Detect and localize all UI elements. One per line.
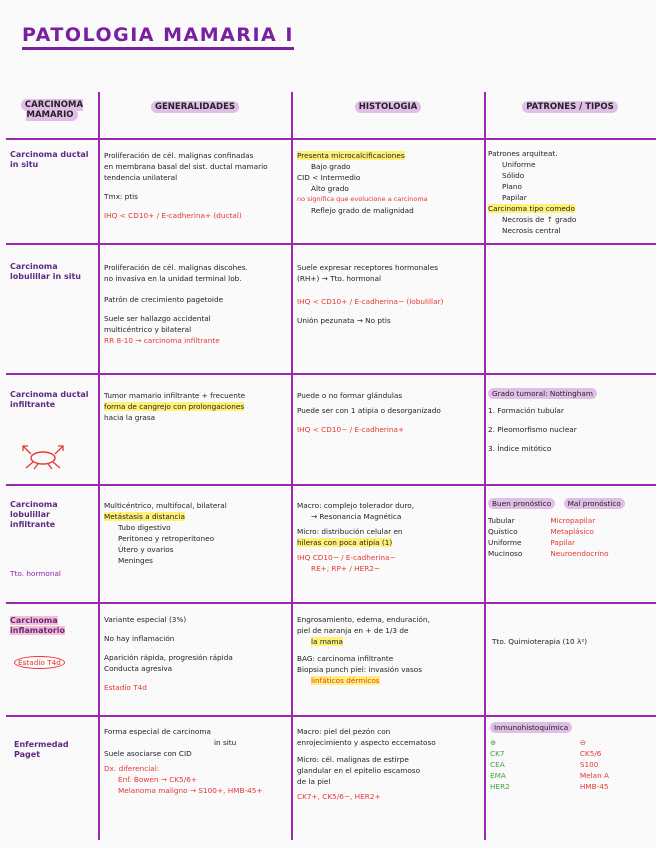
row-name-cli: Carcinoma lobulillar infiltrante [10, 500, 58, 529]
row-divider [6, 373, 656, 375]
cdis-histologia: Presenta microcalcificaciones Bajo grado CID < Intermedio Alto grado no significa que evolucione a carcinoma Reflejo grado de malignidad [297, 151, 428, 215]
cdi-histologia: Puede o no formar glándulas Puede ser con 1 atipia o desorganizado IHQ < CD10− / E-cadherina+ [297, 391, 441, 434]
inflamatorio-generalidades: Variante especial (3%) No hay inflamación Aparición rápida, progresión rápida Conducta agresiva Estadío T4d [104, 615, 233, 692]
row-name-cdis: Carcinoma ductal in situ [10, 150, 89, 169]
cdis-generalidades: Proliferación de cél. malignas confinadas en membrana basal del sist. ductal mamario tendencia unilateral Tmx: ptis IHQ < CD10+ / E-cadherina+ (ductal) [104, 151, 268, 220]
header-carcinoma: CARCINOMA MAMARIO [10, 100, 94, 120]
inflamatorio-histologia: Engrosamiento, edema, enduración, piel de naranja en + de 1/3 de la mama BAG: carcinoma infiltrante Biopsia punch piel: invasión vasos linfáticos dérmicos [297, 615, 430, 685]
row-divider [6, 138, 656, 140]
tto-hormonal-note: Tto. hormonal [10, 569, 61, 578]
crab-icon [18, 440, 68, 470]
cdi-generalidades: Tumor mamario infiltrante + frecuente forma de cangrejo con prolongaciones hacia la grasa [104, 391, 246, 422]
row-name-inflamatorio: Carcinoma inflamatorio [10, 616, 66, 635]
cli-tipos: Buen pronóstico Mal pronóstico Tubular Quístico Uniforme Mucinoso Micropapilar Metaplásico Papilar Neuroendocrino [488, 498, 625, 559]
header-histologia: HISTOLOGIA [293, 102, 483, 112]
row-divider [6, 243, 656, 245]
header-patrones: PATRONES / TIPOS [486, 102, 654, 112]
paget-histologia: Macro: piel del pezón con enrojecimiento y aspecto eccematoso Micro: cél. malignas de estirpe glandular en el epitelio escamoso de la piel CK7+, CK5/6−, HER2+ [297, 727, 436, 801]
clis-generalidades: Proliferación de cél. malignas discohes. no invasiva en la unidad terminal lob. Patrón de crecimiento pagetoide Suele ser hallazgo accidental multicéntrico y bilateral RR 8-10 → carcinoma infiltrante [104, 263, 248, 345]
column-divider [291, 92, 293, 840]
column-divider [484, 92, 486, 840]
cli-generalidades: Multicéntrico, multifocal, bilateral Metástasis a distancia Tubo digestivo Peritoneo y retroperitoneo Útero y ovarios Meninges [104, 501, 227, 565]
paget-generalidades: Forma especial de carcinoma in situ Suele asociarse con CID Dx. diferencial: Enf. Bowen → CK5/6+ Melanoma maligno → S100+, HMB-45+ [104, 727, 263, 795]
page-title: PATOLOGIA MAMARIA I [22, 24, 294, 50]
cdi-tipos: Grado tumoral: Nottingham 1. Formación tubular 2. Pleomorfismo nuclear 3. Índice mitótico [488, 388, 597, 454]
clis-histologia: Suele expresar receptores hormonales (RH+) → Tto. hormonal IHQ < CD10+ / E-cadherina− (lobulillar) Unión pezunata → No ptis [297, 263, 444, 325]
row-divider [6, 602, 656, 604]
cdis-tipos: Patrones arquiteat. Uniforme Sólido Plano Papilar Carcinoma tipo comedo Necrosis de ↑ grado Necrosis central [488, 149, 577, 235]
inflamatorio-tipos: Tto. Quimioterapia (10 λ²) [492, 637, 588, 646]
column-divider [98, 92, 100, 840]
cli-histologia: Macro: complejo tolerador duro, → Resonancia Magnética Micro: distribución celular en hileras con poca atipia (1) IHQ CD10− / E-cadherina− RE+, RP+ / HER2− [297, 501, 415, 573]
paget-tipos: Inmunohistoquímica ⊕ CK7 CEA EMA HER2 ⊖ CK5/6 S100 Melan A HMB-45 [490, 723, 610, 791]
row-name-cdi: Carcinoma ductal infiltrante [10, 390, 89, 409]
row-name-clis: Carcinoma lobulillar in situ [10, 262, 82, 281]
row-divider [6, 715, 656, 717]
header-generalidades: GENERALIDADES [100, 102, 290, 112]
estadio-stamp: Estadío T4d [14, 656, 65, 669]
row-divider [6, 484, 656, 486]
row-name-paget: Enfermedad Paget [14, 740, 69, 759]
